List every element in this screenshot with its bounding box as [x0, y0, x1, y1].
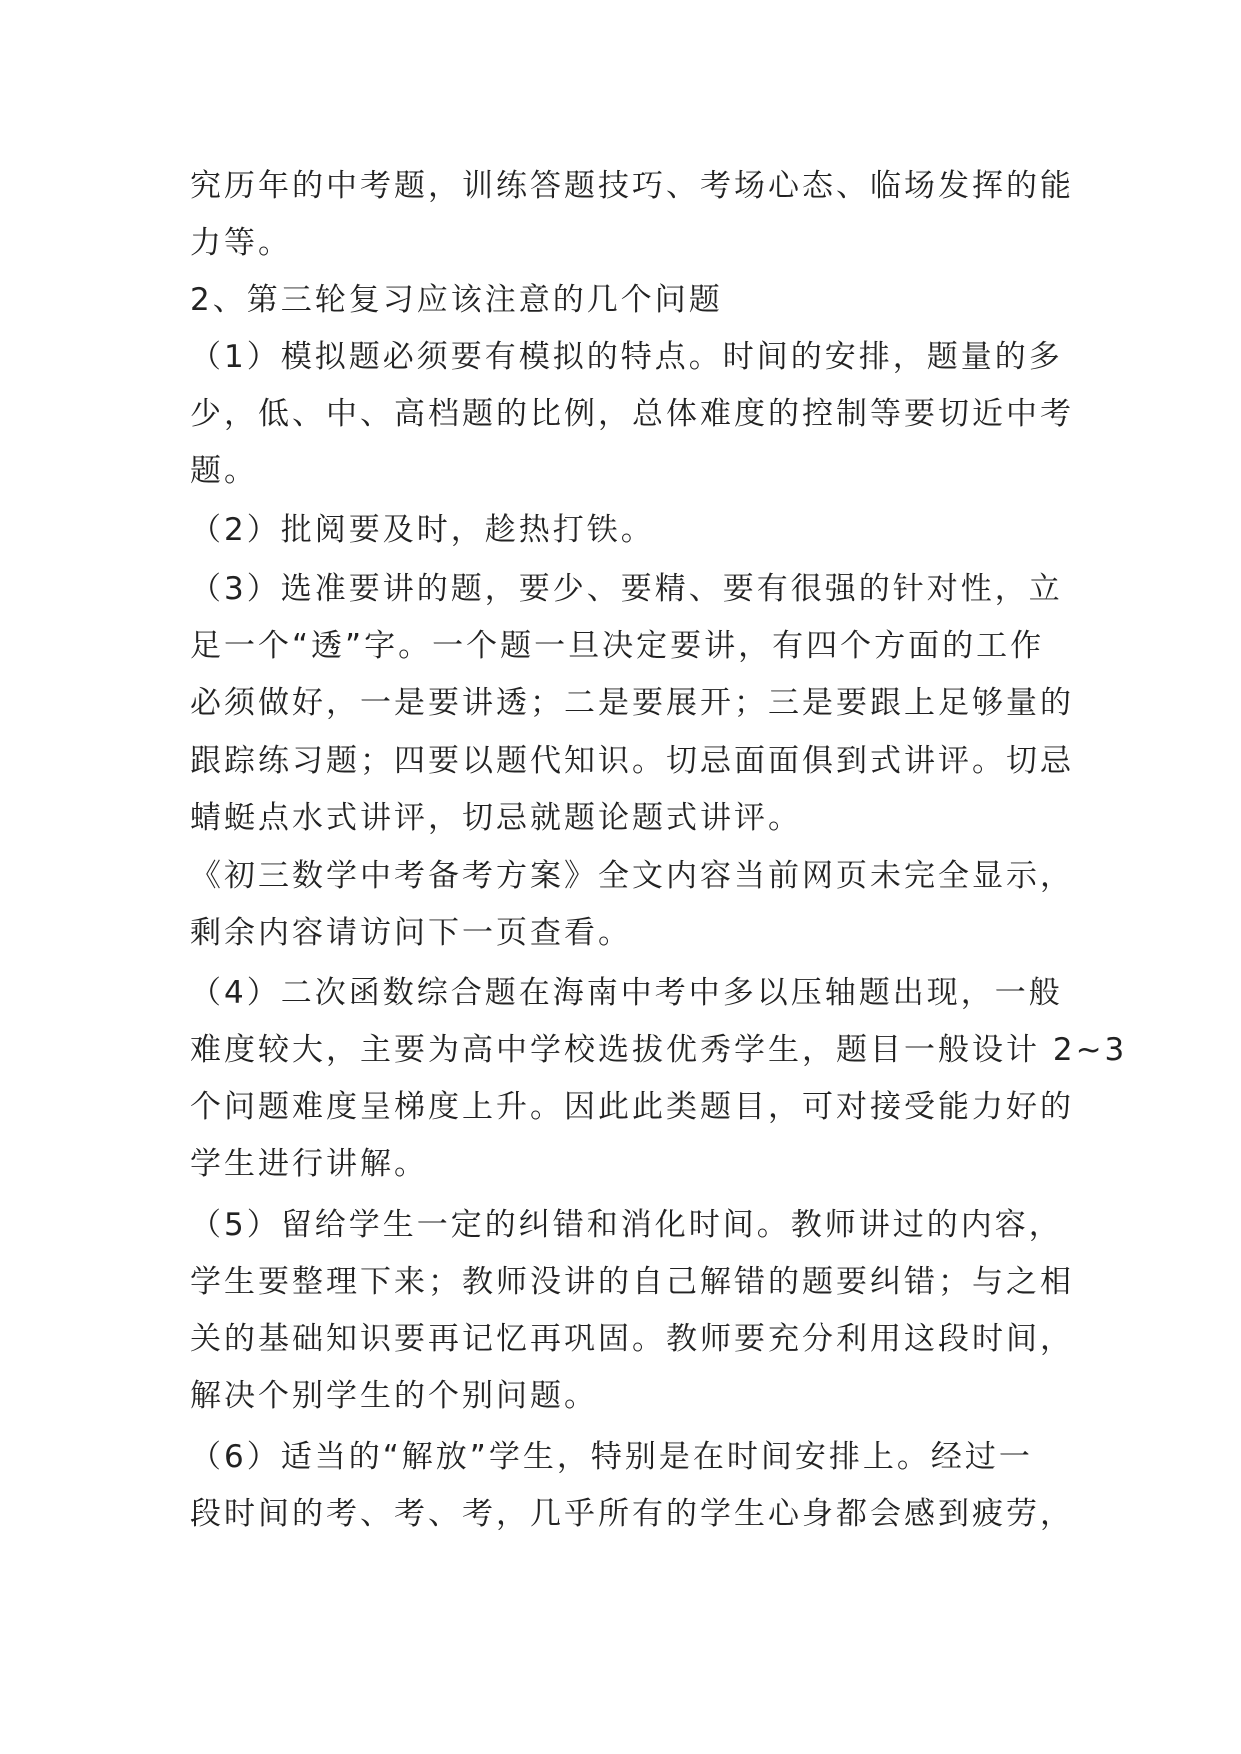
text-line: 个问题难度呈梯度上升。因此此类题目，可对接受能力好的: [190, 1089, 1074, 1125]
text-line: 解决个别学生的个别问题。: [190, 1378, 598, 1414]
text-line: 题。: [190, 453, 258, 489]
text-line: 少，低、中、高档题的比例，总体难度的控制等要切近中考: [190, 396, 1074, 432]
text-line: 力等。: [190, 225, 292, 261]
text-line: 剩余内容请访问下一页查看。: [190, 915, 632, 951]
text-line: 足一个“透”字。一个题一旦决定要讲，有四个方面的工作: [190, 628, 1045, 664]
text-line: 关的基础知识要再记忆再巩固。教师要充分利用这段时间，: [190, 1321, 1074, 1357]
text-line: 段时间的考、考、考，几乎所有的学生心身都会感到疲劳，: [190, 1496, 1074, 1532]
text-line: 学生进行讲解。: [190, 1146, 428, 1182]
text-line: （1）模拟题必须要有模拟的特点。时间的安排，题量的多: [190, 339, 1063, 375]
text-line: （4）二次函数综合题在海南中考中多以压轴题出现，一般: [190, 975, 1063, 1011]
text-line: 《初三数学中考备考方案》全文内容当前网页未完全显示，: [190, 858, 1074, 894]
text-line: （6）适当的“解放”学生，特别是在时间安排上。经过一: [190, 1439, 1033, 1475]
text-line: 跟踪练习题；四要以题代知识。切忌面面俱到式讲评。切忌: [190, 743, 1074, 779]
text-line: 学生要整理下来；教师没讲的自己解错的题要纠错；与之相: [190, 1264, 1074, 1300]
text-line: （2）批阅要及时，趁热打铁。: [190, 512, 655, 548]
text-line: 必须做好，一是要讲透；二是要展开；三是要跟上足够量的: [190, 685, 1074, 721]
text-line: （3）选准要讲的题，要少、要精、要有很强的针对性，立: [190, 571, 1063, 607]
text-line: 究历年的中考题，训练答题技巧、考场心态、临场发挥的能: [190, 168, 1074, 204]
text-line: 蜻蜓点水式讲评，切忌就题论题式讲评。: [190, 800, 802, 836]
text-line: （5）留给学生一定的纠错和消化时间。教师讲过的内容，: [190, 1207, 1063, 1243]
text-line: 2、第三轮复习应该注意的几个问题: [190, 282, 723, 318]
text-line: 难度较大，主要为高中学校选拔优秀学生，题目一般设计 2~3: [190, 1032, 1128, 1068]
